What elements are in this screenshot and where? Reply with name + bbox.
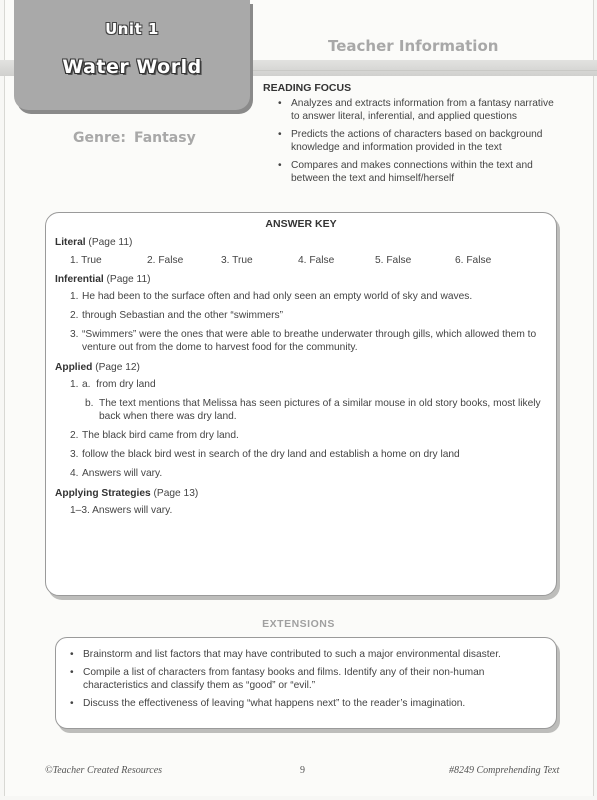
section-heading-strategies	[55, 486, 550, 501]
list-item	[68, 666, 548, 692]
unit-title: Water World	[62, 56, 202, 78]
section-title: Teacher Information	[328, 37, 499, 55]
list-item	[68, 697, 548, 710]
list-item	[276, 159, 556, 185]
bullet-icon: •	[278, 129, 282, 140]
item-text: Answers will vary.	[82, 468, 163, 479]
extension-text: Discuss the effectiveness of leaving “what happens next” to the reader’s imagination.	[83, 698, 466, 709]
item-text: Answers will vary.	[92, 505, 173, 516]
item-text: The black bird came from dry land.	[82, 430, 239, 441]
section-name: Inferential	[55, 274, 104, 285]
genre-label: Genre:	[73, 130, 126, 146]
list-item	[68, 648, 548, 661]
footer-product: #8249 Comprehending Text	[449, 765, 560, 776]
literal-answers	[55, 250, 550, 272]
section-page: (Page 13)	[153, 488, 199, 499]
item-number: 4.	[70, 468, 79, 479]
section-name: Applying Strategies	[55, 488, 151, 499]
section-name: Literal	[55, 237, 86, 248]
item-text: “Swimmers” were the ones that were able to breathe underwater through gills, which allowed them to venture out from the dome to harvest food for the community.	[82, 329, 537, 353]
footer-copyright: ©Teacher Created Resources	[45, 765, 163, 776]
item-number: 2.	[70, 310, 79, 321]
item-text: follow the black bird west in search of the dry land and establish a home on dry land	[82, 449, 460, 460]
list-item	[55, 448, 550, 461]
item-text: The text mentions that Melissa has seen pictures of a similar mouse in old story books, most likely back when there was dry land.	[99, 398, 541, 422]
list-item	[276, 97, 556, 123]
answer-key-box	[45, 212, 557, 596]
item-text: from dry land	[96, 379, 156, 390]
footer-page-number: 9	[300, 765, 305, 776]
extension-text: Brainstorm and list factors that may have contributed to such a major environmental disaster.	[83, 649, 501, 660]
literal-answer: 2. False	[147, 255, 184, 266]
bullet-icon: •	[70, 649, 74, 660]
list-item	[55, 309, 550, 322]
item-letter: a.	[82, 379, 91, 390]
unit-label: Unit 1	[105, 20, 159, 38]
footer	[0, 765, 597, 779]
section-heading-literal	[55, 235, 550, 250]
unit-banner	[14, 0, 250, 110]
list-item	[55, 290, 550, 303]
section-heading-applied	[55, 360, 550, 375]
item-text: through Sebastian and the other “swimmers”	[82, 310, 284, 321]
section-page: (Page 11)	[106, 274, 151, 285]
section-page: (Page 11)	[88, 237, 133, 248]
extensions-list	[68, 648, 548, 715]
item-letter: b.	[85, 398, 94, 409]
literal-answer: 4. False	[298, 255, 335, 266]
header-rule	[250, 70, 597, 71]
extensions-box	[55, 637, 557, 729]
answer-key-title: ANSWER KEY	[265, 218, 337, 230]
list-item	[276, 128, 556, 154]
focus-text: Analyzes and extracts information from a fantasy narrative to answer literal, inferential, and applied questions	[291, 98, 554, 122]
bullet-icon: •	[70, 698, 74, 709]
bullet-icon: •	[278, 160, 282, 171]
item-number: 2.	[70, 430, 79, 441]
list-item	[55, 429, 550, 442]
item-number: 1.	[70, 379, 79, 390]
list-item	[55, 328, 550, 354]
item-number: 1.	[70, 291, 79, 302]
reading-focus-heading: READING FOCUS	[263, 82, 352, 94]
extensions-title: EXTENSIONS	[262, 618, 335, 630]
list-item	[55, 378, 550, 391]
answer-key-content	[55, 235, 550, 523]
section-name: Applied	[55, 362, 93, 373]
reading-focus-list	[276, 97, 556, 190]
focus-text: Compares and makes connections within the text and between the text and himself/herself	[291, 160, 533, 184]
literal-answer: 3. True	[221, 255, 253, 266]
item-number: 3.	[70, 329, 79, 340]
genre	[73, 130, 196, 146]
section-heading-inferential	[55, 272, 550, 287]
literal-answer: 1. True	[70, 255, 102, 266]
list-item	[55, 504, 550, 517]
bullet-icon: •	[278, 98, 282, 109]
list-item	[55, 397, 550, 423]
extension-text: Compile a list of characters from fantasy books and films. Identify any of their non-human characteristics and classify them as “good” or “evil.”	[83, 667, 485, 691]
item-text: He had been to the surface often and had only seen an empty world of sky and waves.	[82, 291, 473, 302]
list-item	[55, 467, 550, 480]
literal-answer: 5. False	[375, 255, 412, 266]
genre-value: Fantasy	[133, 130, 196, 146]
literal-answer: 6. False	[455, 255, 492, 266]
bullet-icon: •	[70, 667, 74, 678]
item-number: 3.	[70, 449, 79, 460]
focus-text: Predicts the actions of characters based on background knowledge and information provided in the text	[291, 129, 543, 153]
item-number: 1–3.	[70, 505, 90, 516]
section-page: (Page 12)	[95, 362, 140, 373]
